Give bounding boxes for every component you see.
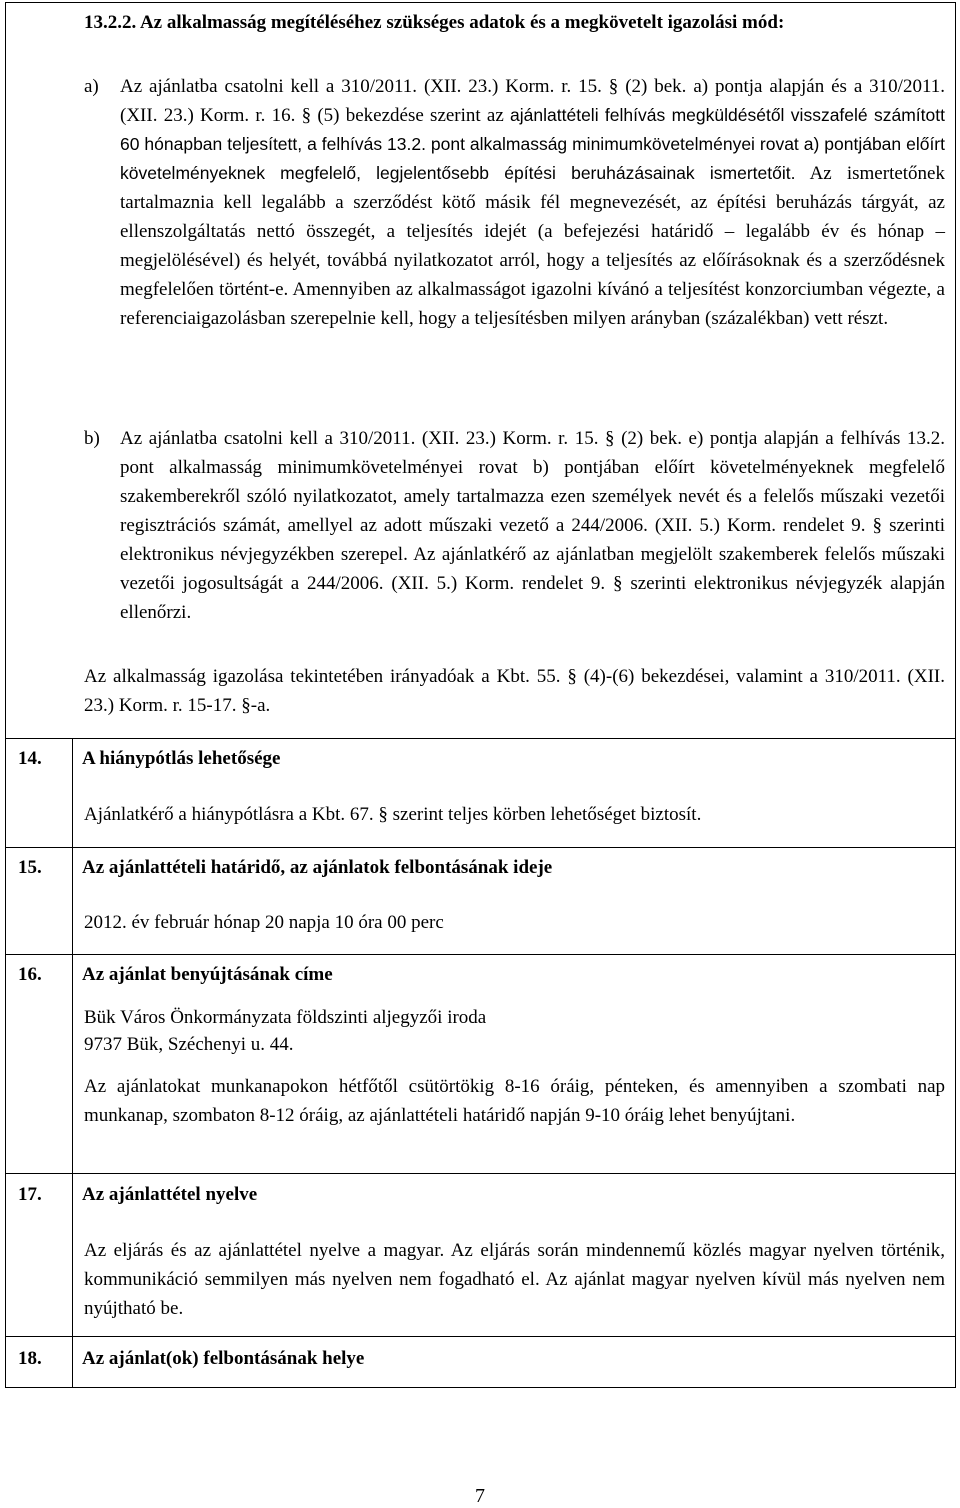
section-16-number: 16. (18, 964, 42, 985)
table-top-border (5, 2, 956, 3)
section-16-address-line2: 9737 Bük, Széchenyi u. 44. (84, 1034, 294, 1055)
divider-14 (5, 738, 956, 739)
section-14-number: 14. (18, 748, 42, 769)
section-13-2-2-title: 13.2.2. Az alkalmasság megítéléséhez szükséges adatok és a megkövetelt igazolási mód: (84, 12, 785, 33)
section-18-number: 18. (18, 1348, 42, 1369)
list-item-a (84, 72, 945, 333)
section-14-title: A hiánypótlás lehetősége (82, 748, 281, 769)
section-13-2-2-closing: Az alkalmasság igazolása tekintetében irányadóak a Kbt. 55. § (4)-(6) bekezdései, valamint a 310/2011. (XII. 23.) Korm. r. 15-17. §-a. (84, 666, 945, 716)
page-number: 7 (475, 1485, 485, 1507)
section-15-title: Az ajánlattételi határidő, az ajánlatok felbontásának ideje (82, 857, 553, 878)
divider-16 (5, 954, 956, 955)
item-a-serif-start: Az ajánlatba csatolni kell a 310/2011. (XII. 23.) Korm. r. 15. § (2) bek. a) pontja alapján és a 310/2011. (XII. 23.) Korm. r. 16. § (5) bekezdése szerint az (120, 76, 945, 126)
divider-17 (5, 1173, 956, 1174)
item-a-sans: ajánlattételi felhívás megküldésétől visszafelé számított 60 hónapban teljesített, a felhívás 13.2. pont alkalmasság minimumkövetelményei rovat a) pontjában előírt követelményeknek megfelelő, legjelentősebb építési beruházásainak ismertetőit. (120, 105, 945, 183)
section-17-title: Az ajánlattétel nyelve (82, 1184, 258, 1205)
table-left-border-top (5, 2, 6, 738)
list-item-b (84, 424, 945, 627)
list-marker-a: a) (84, 76, 99, 97)
section-14-text: Ajánlatkérő a hiánypótlásra a Kbt. 67. § szerint teljes körben lehetőséget biztosít. (84, 804, 702, 825)
item-a-serif-end: Az ismertetőnek tartalmaznia kell legalább a szerződést kötő másik fél megnevezését, az építési beruházás tárgyát, az ellenszolgáltatás nettó összegét, a teljesítés idejét (a befejezési határidő – legalább év és hónap – megjelölésével) és helyét, továbbá nyilatkozatot arról, hogy a teljesítés az előírásoknak és a szerződésnek megfelelően történt-e. Amennyiben az alkalmasságot igazolni kívánó a teljesítést konzorciumban végezte, a referenciaigazolásban szerepelnie kell, hogy a teljesítésben milyen arányban (százalékban) vett részt. (120, 163, 945, 329)
section-17-number: 17. (18, 1184, 42, 1205)
section-16-title: Az ajánlat benyújtásának címe (82, 964, 333, 985)
list-body-a (120, 72, 945, 333)
divider-15 (5, 847, 956, 848)
section-16-text: Az ajánlatokat munkanapokon hétfőtől csütörtökig 8-16 óráig, pénteken, és amennyiben a szombati nap munkanap, szombaton 8-12 óráig, az ajánlattételi határidő napján 9-10 óráig lehet benyújtani. (84, 1076, 945, 1126)
section-15-text: 2012. év február hónap 20 napja 10 óra 00 perc (84, 912, 444, 933)
number-column (5, 738, 73, 1388)
section-16-address-line1: Bük Város Önkormányzata földszinti aljegyzői iroda (84, 1007, 487, 1028)
section-17-text: Az eljárás és az ajánlattétel nyelve a magyar. Az eljárás során mindennemű közlés magyar nyelven történik, kommunikáció semmilyen más nyelven nem fogadható el. Az ajánlat magyar nyelven kívül más nyelven nem nyújtható be. (84, 1240, 945, 1319)
divider-18 (5, 1336, 956, 1337)
list-marker-b: b) (84, 428, 100, 449)
section-15-number: 15. (18, 857, 42, 878)
section-18-title: Az ajánlat(ok) felbontásának helye (82, 1348, 365, 1369)
list-body-b: Az ajánlatba csatolni kell a 310/2011. (XII. 23.) Korm. r. 15. § (2) bek. e) pontja alapján a felhívás 13.2. pont alkalmasság minimumkövetelményei rovat b) pontjában előírt követelményeknek megfelelő szakemberekről szóló nyilatkozatot, amely tartalmazza ezen személyek nevét és a felelős műszaki vezetői regisztrációs számát, amellyel az adott műszaki vezető a 244/2006. (XII. 5.) Korm. rendelet 9. § szerinti elektronikus névjegyzékben szerepel. Az ajánlatkérő az ajánlatban megjelölt szakemberek felelős műszaki vezetői jogosultságát a 244/2006. (XII. 5.) Korm. rendelet 9. § szerinti elektronikus névjegyzék alapján ellenőrzi. (120, 428, 945, 623)
